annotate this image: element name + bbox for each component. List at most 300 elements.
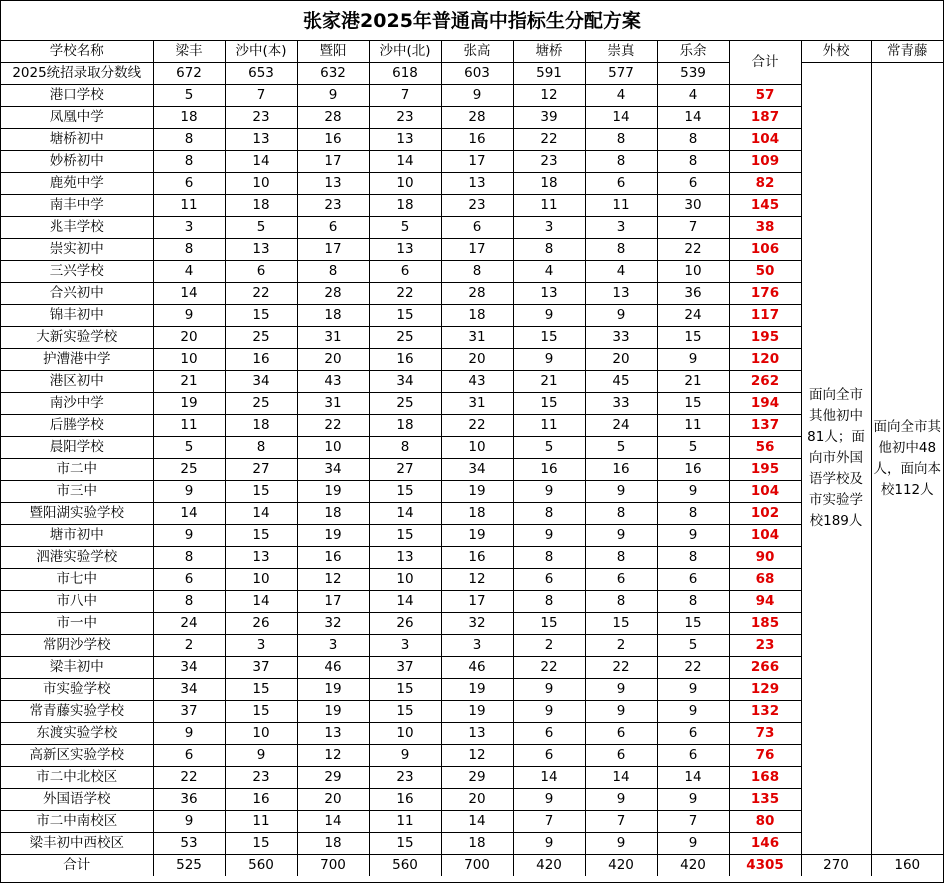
footer-cell: 420	[657, 855, 729, 877]
quota-cell: 18	[441, 503, 513, 525]
quota-cell: 16	[225, 349, 297, 371]
row-total: 120	[729, 349, 801, 371]
quota-cell: 14	[225, 503, 297, 525]
quota-cell: 17	[297, 239, 369, 261]
quota-cell: 14	[585, 107, 657, 129]
quota-cell: 11	[153, 195, 225, 217]
school-name: 凤凰中学	[1, 107, 153, 129]
quota-cell: 8	[513, 547, 585, 569]
quota-cell: 8	[153, 129, 225, 151]
quota-cell: 15	[225, 701, 297, 723]
quota-cell: 36	[657, 283, 729, 305]
score-cell: 591	[513, 63, 585, 85]
quota-cell: 34	[153, 657, 225, 679]
quota-cell: 14	[297, 811, 369, 833]
header-col: 暨阳	[297, 41, 369, 63]
quota-cell: 15	[369, 701, 441, 723]
quota-cell: 22	[585, 657, 657, 679]
header-total: 合计	[729, 41, 801, 85]
quota-cell: 22	[657, 657, 729, 679]
row-total: 104	[729, 525, 801, 547]
quota-cell: 28	[441, 283, 513, 305]
footer-total: 4305	[729, 855, 801, 877]
quota-cell: 9	[441, 85, 513, 107]
quota-cell: 5	[585, 437, 657, 459]
quota-cell: 9	[657, 833, 729, 855]
quota-cell: 13	[441, 173, 513, 195]
quota-cell: 9	[585, 701, 657, 723]
quota-cell: 9	[513, 789, 585, 811]
quota-cell: 4	[585, 85, 657, 107]
quota-cell: 22	[513, 129, 585, 151]
quota-cell: 10	[369, 173, 441, 195]
note-changqingteng: 面向全市其他初中48人，面向本校112人	[871, 63, 943, 855]
quota-cell: 15	[369, 305, 441, 327]
quota-cell: 15	[657, 327, 729, 349]
quota-cell: 8	[153, 591, 225, 613]
score-cell: 577	[585, 63, 657, 85]
footer-changqingteng: 160	[871, 855, 943, 877]
score-cell: 653	[225, 63, 297, 85]
quota-cell: 22	[225, 283, 297, 305]
quota-cell: 10	[225, 723, 297, 745]
quota-cell: 19	[441, 701, 513, 723]
quota-cell: 8	[225, 437, 297, 459]
school-name: 护漕港中学	[1, 349, 153, 371]
quota-cell: 7	[369, 85, 441, 107]
row-total: 90	[729, 547, 801, 569]
school-name: 市三中	[1, 481, 153, 503]
quota-cell: 16	[513, 459, 585, 481]
quota-cell: 46	[441, 657, 513, 679]
quota-cell: 3	[513, 217, 585, 239]
row-total: 266	[729, 657, 801, 679]
quota-cell: 36	[153, 789, 225, 811]
row-total: 68	[729, 569, 801, 591]
quota-cell: 14	[369, 151, 441, 173]
quota-cell: 10	[369, 569, 441, 591]
quota-cell: 2	[585, 635, 657, 657]
quota-cell: 15	[657, 393, 729, 415]
quota-cell: 5	[369, 217, 441, 239]
quota-cell: 2	[153, 635, 225, 657]
header-school: 学校名称	[1, 41, 153, 63]
quota-cell: 5	[657, 437, 729, 459]
row-total: 262	[729, 371, 801, 393]
quota-cell: 34	[369, 371, 441, 393]
row-total: 38	[729, 217, 801, 239]
footer-cell: 700	[297, 855, 369, 877]
quota-cell: 21	[153, 371, 225, 393]
quota-cell: 8	[657, 151, 729, 173]
quota-cell: 16	[441, 547, 513, 569]
table-body	[1, 41, 943, 876]
row-total: 109	[729, 151, 801, 173]
row-total: 137	[729, 415, 801, 437]
quota-cell: 18	[441, 305, 513, 327]
quota-cell: 26	[225, 613, 297, 635]
quota-cell: 15	[369, 833, 441, 855]
quota-cell: 24	[153, 613, 225, 635]
row-total: 132	[729, 701, 801, 723]
quota-cell: 17	[297, 151, 369, 173]
row-total: 102	[729, 503, 801, 525]
quota-cell: 19	[441, 679, 513, 701]
quota-cell: 18	[225, 415, 297, 437]
school-name: 市实验学校	[1, 679, 153, 701]
quota-cell: 15	[225, 833, 297, 855]
quota-cell: 8	[513, 239, 585, 261]
quota-cell: 23	[225, 767, 297, 789]
quota-cell: 11	[585, 195, 657, 217]
quota-cell: 18	[297, 503, 369, 525]
header-row	[1, 41, 943, 63]
header-col: 乐余	[657, 41, 729, 63]
quota-cell: 18	[297, 833, 369, 855]
school-name: 市二中	[1, 459, 153, 481]
footer-cell: 420	[585, 855, 657, 877]
quota-cell: 34	[441, 459, 513, 481]
school-name: 锦丰初中	[1, 305, 153, 327]
quota-cell: 9	[585, 481, 657, 503]
row-total: 73	[729, 723, 801, 745]
quota-cell: 11	[657, 415, 729, 437]
quota-cell: 6	[585, 569, 657, 591]
quota-cell: 19	[153, 393, 225, 415]
school-name: 鹿苑中学	[1, 173, 153, 195]
quota-cell: 9	[657, 701, 729, 723]
quota-cell: 13	[225, 129, 297, 151]
quota-cell: 9	[585, 305, 657, 327]
quota-cell: 10	[369, 723, 441, 745]
quota-cell: 16	[225, 789, 297, 811]
school-name: 后塍学校	[1, 415, 153, 437]
school-name: 东渡实验学校	[1, 723, 153, 745]
quota-cell: 15	[369, 679, 441, 701]
quota-cell: 8	[585, 503, 657, 525]
quota-cell: 46	[297, 657, 369, 679]
quota-cell: 24	[657, 305, 729, 327]
quota-cell: 29	[441, 767, 513, 789]
quota-cell: 34	[153, 679, 225, 701]
school-name: 港区初中	[1, 371, 153, 393]
quota-cell: 6	[513, 723, 585, 745]
quota-cell: 7	[225, 85, 297, 107]
school-name: 塘桥初中	[1, 129, 153, 151]
quota-cell: 18	[225, 195, 297, 217]
header-col: 梁丰	[153, 41, 225, 63]
quota-cell: 37	[153, 701, 225, 723]
quota-cell: 19	[441, 481, 513, 503]
quota-cell: 16	[441, 129, 513, 151]
quota-cell: 10	[441, 437, 513, 459]
row-total: 146	[729, 833, 801, 855]
quota-cell: 6	[585, 173, 657, 195]
quota-cell: 9	[513, 679, 585, 701]
quota-cell: 9	[513, 481, 585, 503]
school-name: 市二中南校区	[1, 811, 153, 833]
school-name: 市二中北校区	[1, 767, 153, 789]
quota-cell: 8	[153, 239, 225, 261]
quota-cell: 5	[225, 217, 297, 239]
quota-cell: 8	[153, 151, 225, 173]
quota-cell: 33	[585, 327, 657, 349]
quota-cell: 6	[153, 569, 225, 591]
quota-cell: 20	[441, 789, 513, 811]
quota-cell: 17	[297, 591, 369, 613]
quota-cell: 7	[585, 811, 657, 833]
quota-cell: 31	[297, 393, 369, 415]
school-name: 泗港实验学校	[1, 547, 153, 569]
quota-cell: 28	[297, 283, 369, 305]
quota-cell: 27	[225, 459, 297, 481]
row-total: 135	[729, 789, 801, 811]
quota-cell: 16	[297, 547, 369, 569]
quota-cell: 10	[225, 173, 297, 195]
footer-cell: 560	[369, 855, 441, 877]
quota-cell: 20	[153, 327, 225, 349]
school-name: 兆丰学校	[1, 217, 153, 239]
quota-cell: 9	[585, 679, 657, 701]
quota-cell: 14	[441, 811, 513, 833]
quota-cell: 16	[297, 129, 369, 151]
quota-cell: 17	[441, 239, 513, 261]
row-total: 187	[729, 107, 801, 129]
school-name: 港口学校	[1, 85, 153, 107]
quota-cell: 6	[585, 745, 657, 767]
quota-cell: 18	[441, 833, 513, 855]
quota-cell: 27	[369, 459, 441, 481]
quota-cell: 17	[441, 591, 513, 613]
quota-cell: 9	[153, 525, 225, 547]
row-total: 194	[729, 393, 801, 415]
quota-cell: 13	[225, 239, 297, 261]
row-total: 104	[729, 481, 801, 503]
quota-cell: 22	[657, 239, 729, 261]
quota-cell: 43	[441, 371, 513, 393]
quota-cell: 21	[657, 371, 729, 393]
quota-cell: 13	[297, 173, 369, 195]
quota-cell: 13	[585, 283, 657, 305]
quota-cell: 14	[153, 503, 225, 525]
quota-cell: 15	[225, 525, 297, 547]
quota-cell: 8	[369, 437, 441, 459]
quota-cell: 9	[225, 745, 297, 767]
quota-cell: 3	[441, 635, 513, 657]
quota-cell: 45	[585, 371, 657, 393]
quota-cell: 11	[153, 415, 225, 437]
quota-cell: 34	[297, 459, 369, 481]
quota-cell: 6	[513, 745, 585, 767]
quota-cell: 15	[585, 613, 657, 635]
row-total: 94	[729, 591, 801, 613]
quota-cell: 14	[369, 503, 441, 525]
row-total: 117	[729, 305, 801, 327]
quota-cell: 43	[297, 371, 369, 393]
quota-cell: 18	[153, 107, 225, 129]
quota-cell: 9	[513, 833, 585, 855]
school-name: 梁丰初中西校区	[1, 833, 153, 855]
footer-cell: 525	[153, 855, 225, 877]
quota-cell: 3	[585, 217, 657, 239]
quota-cell: 31	[441, 393, 513, 415]
quota-cell: 30	[657, 195, 729, 217]
quota-cell: 9	[153, 811, 225, 833]
quota-cell: 9	[657, 679, 729, 701]
school-name: 南沙中学	[1, 393, 153, 415]
quota-cell: 22	[441, 415, 513, 437]
quota-cell: 2	[513, 635, 585, 657]
quota-cell: 14	[657, 767, 729, 789]
quota-cell: 37	[369, 657, 441, 679]
quota-cell: 11	[225, 811, 297, 833]
quota-cell: 9	[657, 481, 729, 503]
quota-cell: 32	[441, 613, 513, 635]
quota-cell: 34	[225, 371, 297, 393]
score-cell: 672	[153, 63, 225, 85]
quota-cell: 16	[369, 349, 441, 371]
footer-waixiao: 270	[801, 855, 871, 877]
quota-cell: 12	[441, 745, 513, 767]
quota-cell: 11	[513, 415, 585, 437]
row-total: 145	[729, 195, 801, 217]
quota-cell: 22	[297, 415, 369, 437]
quota-cell: 7	[513, 811, 585, 833]
quota-cell: 12	[441, 569, 513, 591]
quota-cell: 18	[513, 173, 585, 195]
quota-cell: 7	[657, 217, 729, 239]
school-name: 市一中	[1, 613, 153, 635]
quota-cell: 9	[585, 833, 657, 855]
quota-cell: 15	[225, 481, 297, 503]
row-total: 176	[729, 283, 801, 305]
quota-cell: 6	[657, 723, 729, 745]
quota-cell: 8	[585, 591, 657, 613]
quota-cell: 10	[153, 349, 225, 371]
quota-cell: 6	[657, 569, 729, 591]
footer-cell: 560	[225, 855, 297, 877]
quota-cell: 13	[225, 547, 297, 569]
quota-cell: 3	[369, 635, 441, 657]
quota-cell: 9	[297, 85, 369, 107]
quota-cell: 11	[513, 195, 585, 217]
quota-cell: 20	[585, 349, 657, 371]
quota-cell: 53	[153, 833, 225, 855]
quota-cell: 4	[153, 261, 225, 283]
quota-cell: 23	[369, 767, 441, 789]
row-total: 80	[729, 811, 801, 833]
quota-cell: 15	[657, 613, 729, 635]
school-name: 常阴沙学校	[1, 635, 153, 657]
school-name: 崇实初中	[1, 239, 153, 261]
quota-cell: 6	[657, 173, 729, 195]
score-cell: 539	[657, 63, 729, 85]
quota-cell: 17	[441, 151, 513, 173]
school-name: 常青藤实验学校	[1, 701, 153, 723]
quota-cell: 3	[297, 635, 369, 657]
quota-cell: 14	[153, 283, 225, 305]
quota-cell: 14	[585, 767, 657, 789]
quota-cell: 8	[657, 591, 729, 613]
quota-cell: 10	[297, 437, 369, 459]
row-total: 195	[729, 459, 801, 481]
quota-cell: 11	[369, 811, 441, 833]
quota-cell: 23	[297, 195, 369, 217]
quota-cell: 29	[297, 767, 369, 789]
quota-cell: 5	[153, 85, 225, 107]
quota-cell: 19	[297, 701, 369, 723]
quota-cell: 6	[297, 217, 369, 239]
quota-cell: 23	[225, 107, 297, 129]
school-name: 外国语学校	[1, 789, 153, 811]
score-label: 2025统招录取分数线	[1, 63, 153, 85]
quota-cell: 16	[369, 789, 441, 811]
school-name: 高新区实验学校	[1, 745, 153, 767]
quota-cell: 15	[513, 613, 585, 635]
header-col: 塘桥	[513, 41, 585, 63]
quota-cell: 8	[513, 503, 585, 525]
quota-cell: 28	[297, 107, 369, 129]
quota-cell: 9	[369, 745, 441, 767]
quota-cell: 12	[513, 85, 585, 107]
quota-cell: 9	[513, 349, 585, 371]
quota-cell: 5	[657, 635, 729, 657]
score-cell: 632	[297, 63, 369, 85]
footer-label: 合计	[1, 855, 153, 877]
quota-cell: 19	[441, 525, 513, 547]
quota-cell: 25	[225, 327, 297, 349]
school-name: 三兴学校	[1, 261, 153, 283]
row-total: 23	[729, 635, 801, 657]
quota-cell: 16	[657, 459, 729, 481]
quota-cell: 13	[297, 723, 369, 745]
quota-cell: 23	[513, 151, 585, 173]
quota-cell: 37	[225, 657, 297, 679]
quota-cell: 13	[369, 547, 441, 569]
row-total: 82	[729, 173, 801, 195]
quota-cell: 3	[153, 217, 225, 239]
quota-cell: 7	[657, 811, 729, 833]
quota-cell: 8	[657, 547, 729, 569]
quota-cell: 15	[513, 327, 585, 349]
quota-cell: 39	[513, 107, 585, 129]
quota-cell: 6	[369, 261, 441, 283]
quota-cell: 9	[657, 789, 729, 811]
row-total: 76	[729, 745, 801, 767]
quota-cell: 8	[657, 503, 729, 525]
quota-cell: 16	[585, 459, 657, 481]
page-title: 张家港2025年普通高中指标生分配方案	[1, 1, 943, 41]
quota-cell: 8	[513, 591, 585, 613]
quota-cell: 9	[153, 481, 225, 503]
quota-cell: 5	[513, 437, 585, 459]
quota-cell: 21	[513, 371, 585, 393]
quota-cell: 14	[225, 151, 297, 173]
quota-cell: 15	[513, 393, 585, 415]
quota-cell: 18	[297, 305, 369, 327]
quota-cell: 8	[585, 129, 657, 151]
school-name: 大新实验学校	[1, 327, 153, 349]
quota-cell: 6	[657, 745, 729, 767]
quota-cell: 9	[513, 701, 585, 723]
quota-cell: 15	[225, 679, 297, 701]
quota-cell: 19	[297, 679, 369, 701]
row-total: 57	[729, 85, 801, 107]
quota-cell: 22	[369, 283, 441, 305]
quota-cell: 9	[657, 525, 729, 547]
quota-cell: 9	[153, 723, 225, 745]
quota-cell: 25	[369, 393, 441, 415]
